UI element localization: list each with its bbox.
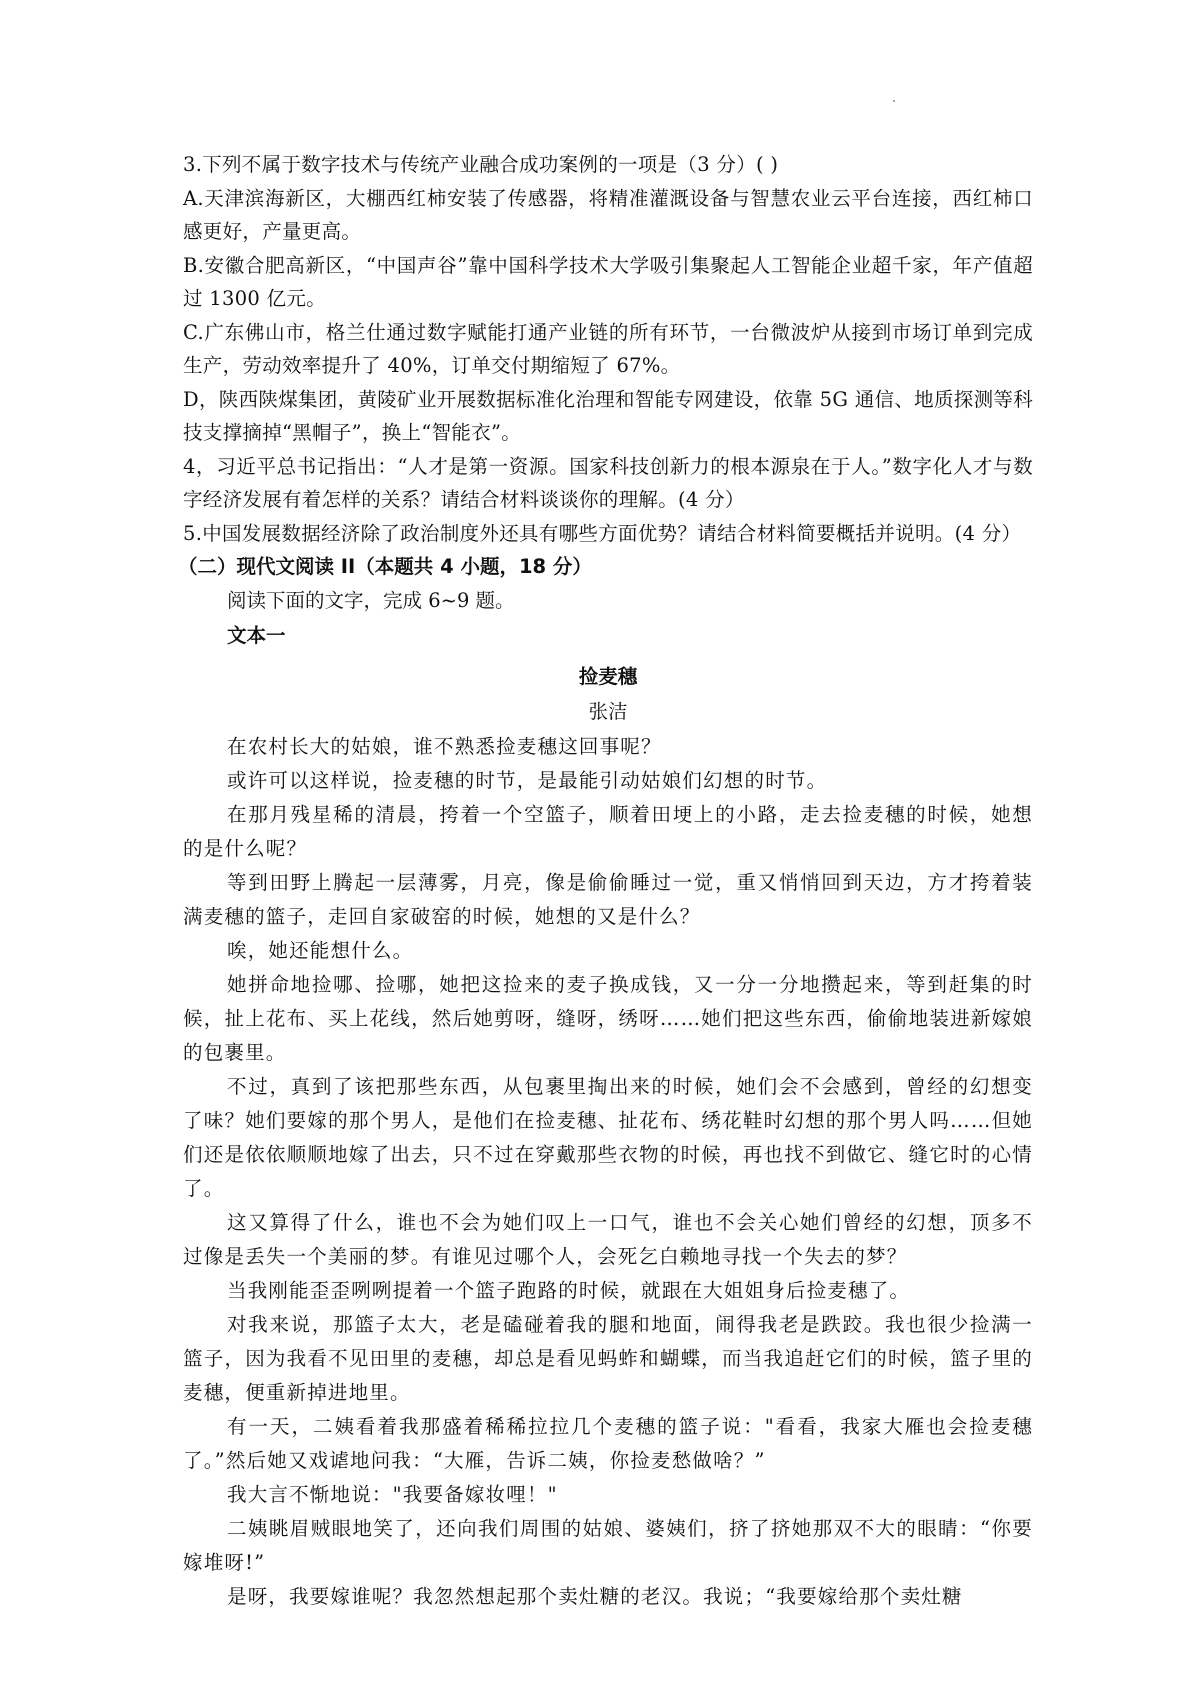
question-3: 3.下列不属于数字技术与传统产业融合成功案例的一项是（3 分）( )	[183, 153, 779, 176]
essay-title: 捡麦穗	[578, 665, 638, 688]
essay-paragraph: 是呀，我要嫁谁呢？我忽然想起那个卖灶糖的老汉。我说；“我要嫁给那个卖灶糖	[227, 1585, 963, 1608]
essay-paragraph: 在那月残星稀的清晨，挎着一个空篮子，顺着田埂上的小路，走去捡麦穗的时候，她想的是什么呢？	[183, 803, 1033, 860]
question-4: 4，习近平总书记指出：“人才是第一资源。国家科技创新力的根本源泉在于人。”数字化人才与数字经济发展有着怎样的关系？请结合材料谈谈你的理解。(4 分）	[183, 454, 1033, 511]
option-d: D，陕西陕煤集团，黄陵矿业开展数据标准化治理和智能专网建设，依靠 5G 通信、地质探测等科技支撑摘掉“黑帽子”，换上“智能衣”。	[183, 387, 1033, 444]
essay-paragraph: 有一天，二姨看着我那盛着稀稀拉拉几个麦穗的篮子说："看看，我家大雁也会捡麦穗了。”然后她又戏谑地问我：“大雁，告诉二姨，你捡麦愁做啥？”	[183, 1415, 1033, 1472]
essay-paragraph: 二姨眺眉贼眼地笑了，还向我们周围的姑娘、婆姨们，挤了挤她那双不大的眼睛：“你要嫁堆呀!”	[183, 1517, 1033, 1574]
section-heading: （二）现代文阅读 II（本题共 4 小题，18 分）	[178, 555, 592, 578]
option-c: C.广东佛山市，格兰仕通过数字赋能打通产业链的所有环节，一台微波炉从接到市场订单到完成生产，劳动效率提升了 40%，订单交付期缩短了 67%。	[183, 320, 1033, 377]
essay-paragraph: 不过，真到了该把那些东西，从包裹里掏出来的时候，她们会不会感到，曾经的幻想变了味？她们要嫁的那个男人，是他们在捡麦穗、扯花布、绣花鞋时幻想的那个男人吗……但她们还是依依顺顺地嫁了出去，只不过在穿戴那些衣物的时候，再也找不到做它、缝它时的心情了。	[183, 1075, 1033, 1200]
question-5: 5.中国发展数据经济除了政治制度外还具有哪些方面优势？请结合材料简要概括并说明。(4 分）	[183, 521, 1022, 545]
essay-paragraph: 当我刚能歪歪咧咧提着一个篮子跑路的时候，就跟在大姐姐身后捡麦穗了。	[227, 1279, 911, 1302]
essay-author: 张洁	[588, 700, 628, 723]
essay-paragraph: 对我来说，那篮子太大，老是磕碰着我的腿和地面，闹得我老是跌跤。我也很少捡满一篮子，因为我看不见田里的麦穗，却总是看见蚂蚱和蝴蝶，而当我追赶它们的时候，篮子里的麦穗，便重新掉进地里。	[183, 1313, 1033, 1404]
essay-paragraph: 唉，她还能想什么。	[227, 939, 414, 962]
essay-paragraph: 她拼命地捡哪、捡哪，她把这捡来的麦子换成钱，又一分一分地攒起来，等到赶集的时候，扯上花布、买上花线，然后她剪呀，缝呀，绣呀……她们把这些东西，偷偷地装进新嫁娘的包裹里。	[183, 973, 1033, 1064]
option-b: B.安徽合肥高新区，“中国声谷”靠中国科学技术大学吸引集聚起人工智能企业超千家，年产值超过 1300 亿元。	[183, 253, 1033, 310]
option-a: A.天津滨海新区，大棚西红柿安装了传感器，将精准灌溉设备与智慧农业云平台连接，西红柿口感更好，产量更高。	[183, 186, 1033, 243]
essay-paragraph: 我大言不惭地说："我要备嫁妆哩！"	[227, 1483, 558, 1506]
essay-paragraph: 等到田野上腾起一层薄雾，月亮，像是偷偷睡过一觉，重又悄悄回到天边，方才挎着装满麦穗的篮子，走回自家破窑的时候，她想的又是什么？	[183, 871, 1033, 928]
essay-paragraph: 或许可以这样说，捡麦穗的时节，是最能引动姑娘们幻想的时节。	[227, 769, 828, 792]
text-label: 文本一	[227, 624, 286, 647]
essay-paragraph: 这又算得了什么，谁也不会为她们叹上一口气，谁也不会关心她们曾经的幻想，顶多不过像是丢失一个美丽的梦。有谁见过哪个人，会死乞白赖地寻找一个失去的梦？	[183, 1211, 1033, 1268]
reading-instruction: 阅读下面的文字，完成 6~9 题。	[227, 589, 515, 612]
scan-speck	[893, 100, 895, 102]
essay-paragraph: 在农村长大的姑娘，谁不熟悉捡麦穗这回事呢？	[227, 735, 662, 758]
page-content	[178, 148, 1033, 1614]
